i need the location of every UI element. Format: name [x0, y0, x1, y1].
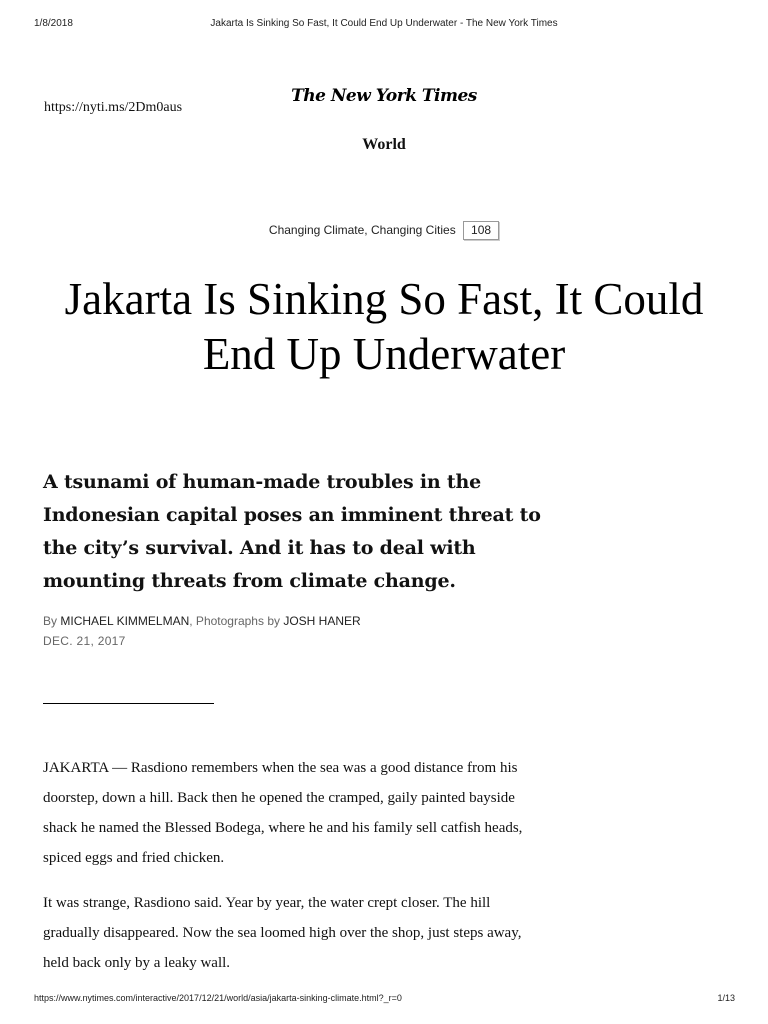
print-url: https://www.nytimes.com/interactive/2017/12/21/world/asia/jakarta-sinking-climate.html?_r=0 [34, 993, 402, 1003]
byline [43, 614, 361, 628]
page-number: 1/13 [717, 993, 735, 1003]
nyt-masthead-logo[interactable]: The New York Times [291, 86, 477, 106]
series-link[interactable]: Changing Climate, Changing Cities [268, 223, 456, 237]
photographer-link[interactable]: JOSH HANER [283, 614, 361, 628]
publish-date: DEC. 21, 2017 [43, 634, 126, 648]
article-headline: Jakarta Is Sinking So Fast, It Could End Up Underwater [64, 274, 704, 379]
divider-rule [43, 703, 214, 704]
body-paragraph: JAKARTA — Rasdiono remembers when the sea was a good distance from his doorstep, down a hill. Back then he opened the cramped, gaily painted bayside shack he named the Blessed Bodega, where he and his family sell catfish heads, spiced eggs and fried chicken. [43, 760, 523, 866]
print-page-title: Jakarta Is Sinking So Fast, It Could End Up Underwater - The New York Times [210, 18, 558, 29]
byline-photos-prefix: , Photographs by [189, 614, 280, 628]
print-header [0, 18, 768, 32]
short-link[interactable]: https://nyti.ms/2Dm0aus [44, 100, 183, 115]
comment-count-badge[interactable]: 108 [463, 221, 499, 240]
author-link[interactable]: MICHAEL KIMMELMAN [60, 614, 190, 628]
article-summary: A tsunami of human-made troubles in the Indonesian capital poses an imminent threat to the city’s survival. And it has to deal with mounting threats from climate change. [43, 471, 541, 592]
byline-by: By [43, 614, 58, 628]
series-tag [0, 221, 768, 240]
print-date: 1/8/2018 [34, 18, 73, 29]
section-label[interactable]: World [362, 136, 406, 153]
print-footer [0, 993, 768, 1007]
body-paragraph: It was strange, Rasdiono said. Year by year, the water crept closer. The hill gradually disappeared. Now the sea loomed high over the shop, just steps away, held back only by a leaky wall. [43, 895, 522, 971]
